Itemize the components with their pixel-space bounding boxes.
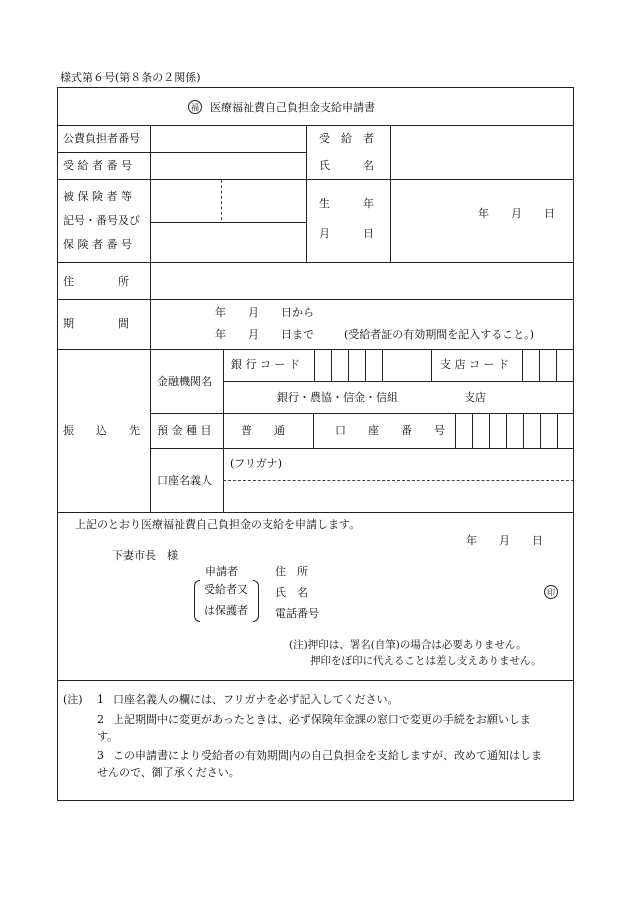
declaration-text: 上記のとおり医療福祉費自己負担金の支給を申請します。 [75,518,361,531]
addressee: 下妻市長 様 [112,549,178,562]
label-insured-2: 記号・番号及び [63,214,140,227]
address-field[interactable] [151,263,573,298]
period-from: 年 月 日から [215,306,314,319]
form-title: 医療福祉費自己負担金支給申請書 [210,101,375,114]
holder-name-field[interactable] [224,482,573,511]
branch-code-field[interactable] [523,350,573,380]
note-3a: この申請書により受給者の有効期間内の自己負担金を支給しますが、改めて通知はしま [113,749,542,762]
bank-name-field[interactable] [224,382,573,412]
label-bank-name: 金融機関名 [157,375,212,388]
note-2b: す。 [97,730,119,743]
label-applicant-phone: 電話番号 [275,607,319,620]
note-3-number: 3 [97,749,104,762]
seal-note-2: 押印をぼ印に代えることは差し支えありません。 [310,655,542,667]
note-3b: せんので、御了承ください。 [97,766,240,779]
label-applicant: 申請者 [205,565,238,578]
label-recipient-number: 受 給 者 番 号 [63,159,132,172]
label-applicant-address: 住 所 [275,565,308,578]
branch-suffix: 支店 [464,391,486,404]
label-account-holder: 口座名義人 [157,474,212,487]
note-2a: 上記期間中に変更があったときは、必ず保険年金課の窓口で変更の手続をお願いしま [113,713,531,726]
insured-symbol-field[interactable] [151,180,220,221]
seal-mark-icon: 印 [544,585,558,599]
recipient-name-field[interactable] [391,126,573,178]
label-recipient: 受 給 者 [319,132,374,145]
notes-label: (注) [63,693,83,706]
label-recipient-name: 氏 名 [319,159,374,172]
label-burden-number: 公費負担者番号 [63,132,140,145]
label-furigana: (フリガナ) [230,457,283,470]
period-to: 年 月 日まで [215,328,314,341]
label-period: 期 間 [63,317,129,330]
label-guardian: は保護者 [204,604,248,617]
applicant-address-field[interactable] [330,562,540,580]
label-applicant-name: 氏 名 [275,586,308,599]
label-insured-1: 被 保 険 者 等 [63,190,132,203]
label-account-number: 口 座 番 号 [335,424,445,437]
birth-date-field[interactable] [391,180,573,261]
label-recipient-or: 受給者又 [204,583,248,596]
label-bank-code: 銀 行 コ ー ド [231,358,300,371]
account-number-field[interactable] [456,414,573,447]
label-address: 住 所 [63,275,129,288]
label-branch-code: 支 店 コ ー ド [440,358,509,371]
label-transfer: 振 込 先 [63,424,140,437]
burden-number-field[interactable] [151,126,305,151]
bank-code-field[interactable] [315,350,399,380]
note-1: 口座名義人の欄には、フリガナを必ず記入してください。 [113,693,399,706]
applicant-name-field[interactable] [330,583,540,601]
bank-types: 銀行・農協・信金・信組 [277,391,398,404]
form-number: 様式第６号(第８条の２関係) [60,71,201,84]
label-deposit-type: 預 金 種 目 [157,424,212,437]
label-birth-2: 月 日 [319,227,374,240]
note-2-number: 2 [97,713,104,726]
deposit-ordinary[interactable]: 普 通 [241,424,285,437]
period-note: (受給者証の有効期間を記入すること。) [344,328,535,341]
insurer-number-field[interactable] [151,223,305,261]
welfare-seal-icon: 福 [188,100,202,114]
declaration-date: 年 月 日 [466,534,543,547]
birth-date-ymd: 年 月 日 [478,207,555,220]
label-insured-3: 保 険 者 番 号 [63,238,132,251]
seal-note-1: (注)押印は、署名(自筆)の場合は必要ありません。 [289,639,527,651]
recipient-number-field[interactable] [151,153,305,178]
holder-furigana-field[interactable] [224,449,573,479]
label-birth-1: 生 年 [319,197,374,210]
note-1-number: 1 [97,693,104,706]
applicant-phone-field[interactable] [330,604,540,622]
insured-number-field[interactable] [223,180,305,221]
